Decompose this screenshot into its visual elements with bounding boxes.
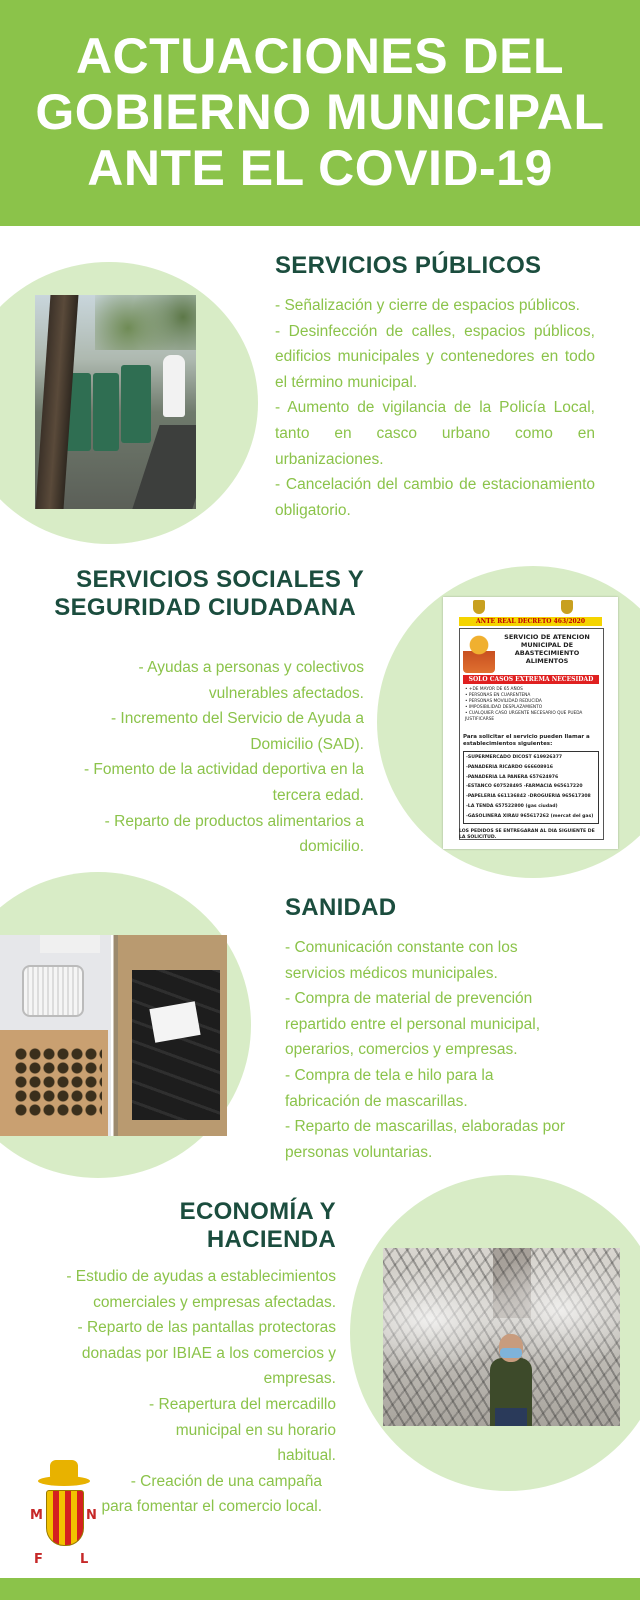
flyer-criteria: • +DE MAYOR DE 65 AÑOS • PERSONAS EN CUARENTENA • PERSONAS MOVILIDAD REDUCIDA • IMPOSIBILIDAD DESPLAZAMIENTO • CUALQUIER CASO URGENTE NECESARIO QUE PUEDA JUSTIFICARSE — [465, 687, 583, 722]
flyer-extreme-banner: SOLO CASOS EXTREMA NECESIDAD — [463, 675, 599, 684]
footer-bar — [0, 1578, 640, 1600]
list-item: - Fomento de la actividad deportiva en la tercera edad. — [83, 761, 364, 804]
list-item: - Estudio de ayudas a establecimientos comerciales y empresas afectadas. — [66, 1268, 336, 1311]
flyer-food-service — [443, 597, 618, 849]
flyer-decree: ANTE REAL DECRETO 463/2020 — [459, 617, 602, 626]
list-item: - Reapertura del mercadillo municipal en su horario habitual. — [149, 1395, 336, 1465]
title-line-2: GOBIERNO MUNICIPAL — [35, 84, 605, 140]
list-item: - Comunicación constante con los servicios médicos municipales. — [285, 939, 518, 982]
title-line-1: ACTUACIONES DEL — [75, 28, 565, 84]
section-list-servicios-sociales — [46, 655, 364, 860]
grocery-bag-icon — [463, 633, 495, 673]
shield-icon — [46, 1490, 84, 1546]
list-item: - Incremento del Servicio de Ayuda a Domicilio (SAD). — [110, 710, 364, 753]
list-item: - Compra de material de prevención repartido entre el personal municipal, operarios, comercios y empresas. — [285, 990, 541, 1059]
section-title-servicios-publicos: SERVICIOS PÚBLICOS — [275, 252, 542, 279]
section-list-sanidad — [285, 935, 585, 1165]
list-item: - Reparto de mascarillas, elaboradas por personas voluntarias. — [285, 1118, 565, 1161]
title-line-3: ANTE EL COVID-19 — [87, 140, 553, 196]
photo-street-disinfection — [35, 295, 196, 509]
shield-icon — [473, 600, 485, 614]
list-item: - Cancelación del cambio de estacionamiento obligatorio. — [275, 476, 595, 519]
coa-letter: M — [30, 1508, 43, 1523]
list-item: - Desinfección de calles, espacios públicos, edificios municipales y contenedores en todo el término municipal. — [275, 322, 595, 391]
list-item: - Ayudas a personas y colectivos vulnerables afectados. — [138, 659, 364, 702]
list-item: - Creación de una campaña para fomentar el comercio local. — [101, 1472, 322, 1516]
photo-prevention-material — [0, 935, 227, 1136]
list-item: - Aumento de vigilancia de la Policía Local, tanto en casco urbano como en urbanizaciones. — [275, 399, 595, 468]
flyer-logos — [443, 597, 618, 619]
coat-of-arms-logo — [30, 1460, 98, 1570]
page-title — [0, 28, 640, 196]
flyer-instructions: Para solicitar el servicio pueden llamar a establecimientos siguientes: — [463, 734, 590, 747]
page-header — [0, 0, 640, 226]
flyer-note: LOS PEDIDOS SE ENTREGARAN AL DIA SIGUIENTE DE LA SOLICITUD. — [459, 829, 595, 840]
list-item: - Señalización y cierre de espacios públicos. — [275, 297, 580, 314]
flyer-service-title: SERVICIO DE ATENCION MUNICIPAL DE ABASTECIMIENTO ALIMENTOS — [504, 633, 590, 665]
section-title-economia: ECONOMÍA Y HACIENDA — [179, 1198, 336, 1253]
coa-letter: N — [86, 1508, 97, 1523]
list-item: - Compra de tela e hilo para la fabricación de mascarillas. — [285, 1066, 494, 1110]
coa-letter: F — [34, 1552, 43, 1567]
coa-letter: L — [80, 1552, 89, 1567]
section-list-servicios-publicos — [275, 293, 595, 523]
list-item: - Reparto de las pantallas protectoras donadas por IBIAE a los comercios y empresas. — [77, 1319, 336, 1388]
list-item: - Reparto de productos alimentarios a domicilio. — [104, 812, 364, 856]
section-title-sanidad: SANIDAD — [285, 894, 397, 921]
photo-volunteer-masks — [383, 1248, 620, 1426]
flyer-shop-list: -SUPERMERCADO DICOST 619926377 -PANADERIA RICARDO 666608916 -PANADERIA LA PANERA 657624976 -ESTANCO 607528495 -FARMACIA 965617220 -PAPELERIA 661136842 -DROGUERIA 965617308 -LA TENDA 657522800 (gas ciudad) -GASOLINERA XIRAU 965617262 (mercat del gas) — [463, 751, 599, 824]
section-title-servicios-sociales: SERVICIOS SOCIALES Y SEGURIDAD CIUDADANA — [54, 566, 364, 621]
shield-icon — [561, 600, 573, 614]
